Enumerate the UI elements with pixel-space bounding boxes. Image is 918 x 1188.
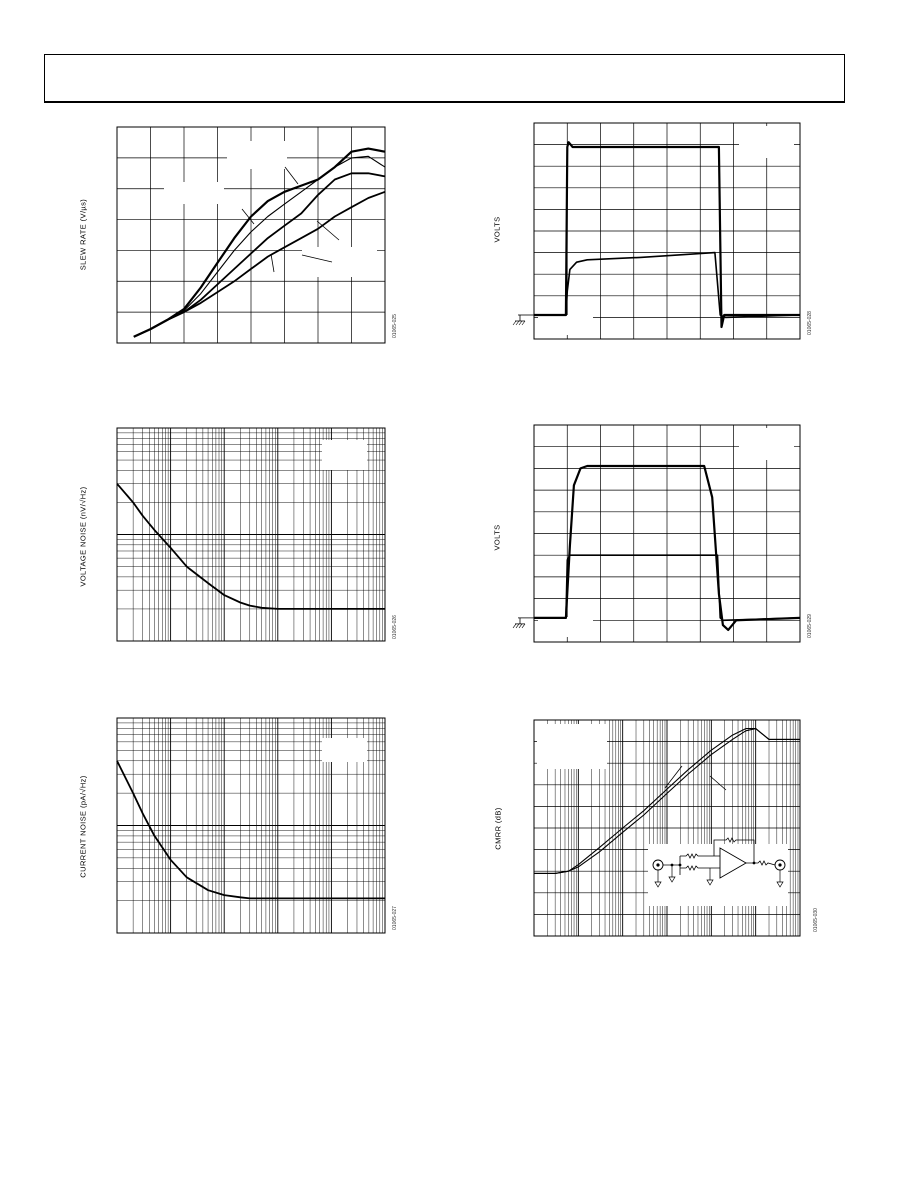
circuit-background xyxy=(648,844,788,906)
ground-hatch xyxy=(522,321,525,325)
output-connector-pin xyxy=(778,863,781,866)
test-circuit-icon xyxy=(648,838,788,906)
figure-pulse-response-1 xyxy=(478,115,838,355)
annotation-arrow xyxy=(317,221,339,240)
figure-slew-rate xyxy=(60,118,400,358)
pulse-response-2-y-axis-label: VOLTS xyxy=(492,524,502,551)
ground-hatch xyxy=(522,624,525,628)
series-line-1 xyxy=(134,149,385,337)
ground-hatch xyxy=(516,624,519,628)
cmrr-y-axis-label: CMRR (dB) xyxy=(493,807,503,850)
figure-voltage-noise xyxy=(60,420,400,660)
pulse-response-1-y-axis-label: VOLTS xyxy=(492,216,502,243)
voltage-noise-figure-code: 01065-026 xyxy=(392,615,398,639)
junction-dot xyxy=(679,864,682,867)
pulse-response-2-chart xyxy=(478,418,838,658)
voltage-noise-chart xyxy=(60,420,400,660)
current-noise-figure-code: 01065-027 xyxy=(392,906,398,930)
legend-box xyxy=(302,247,377,277)
current-noise-chart xyxy=(60,710,400,950)
legend-box xyxy=(538,617,593,637)
legend-box xyxy=(164,182,224,204)
figure-current-noise xyxy=(60,710,400,950)
ground-hatch xyxy=(516,321,519,325)
slew-rate-figure-code: 01065-025 xyxy=(392,314,398,338)
figure-pulse-response-2 xyxy=(478,418,838,658)
ground-icon xyxy=(513,618,534,628)
pulse-response-1-chart xyxy=(478,115,838,355)
legend-box xyxy=(322,738,367,762)
annotation-arrow xyxy=(710,776,726,790)
ground-hatch xyxy=(519,624,522,628)
junction-dot xyxy=(753,862,756,865)
cmrr-figure-code: 01065-030 xyxy=(813,908,819,932)
annotation-arrow xyxy=(285,167,298,184)
legend-box xyxy=(227,141,287,169)
figure-cmrr xyxy=(478,712,838,952)
input-connector-pin xyxy=(656,863,659,866)
legend-box xyxy=(322,440,367,470)
ground-hatch xyxy=(519,321,522,325)
page-header xyxy=(44,54,845,103)
ground-hatch xyxy=(513,624,516,628)
current-noise-y-axis-label: CURRENT NOISE (pA/√Hz) xyxy=(78,775,88,878)
legend-box xyxy=(739,428,794,460)
slew-rate-chart xyxy=(60,118,400,358)
voltage-noise-y-axis-label: VOLTAGE NOISE (nV/√Hz) xyxy=(78,486,88,587)
ground-icon xyxy=(513,315,534,325)
pulse-response-2-figure-code: 01065-029 xyxy=(807,614,813,638)
series-line-1 xyxy=(117,761,385,899)
slew-rate-y-axis-label: SLEW RATE (V/µs) xyxy=(78,198,88,271)
cmrr-chart xyxy=(478,712,838,952)
legend-box xyxy=(538,315,593,335)
pulse-response-1-figure-code: 01065-028 xyxy=(807,311,813,335)
legend-box xyxy=(739,126,794,158)
legend-box xyxy=(537,724,607,769)
ground-hatch xyxy=(513,321,516,325)
annotation-arrow xyxy=(271,254,274,272)
